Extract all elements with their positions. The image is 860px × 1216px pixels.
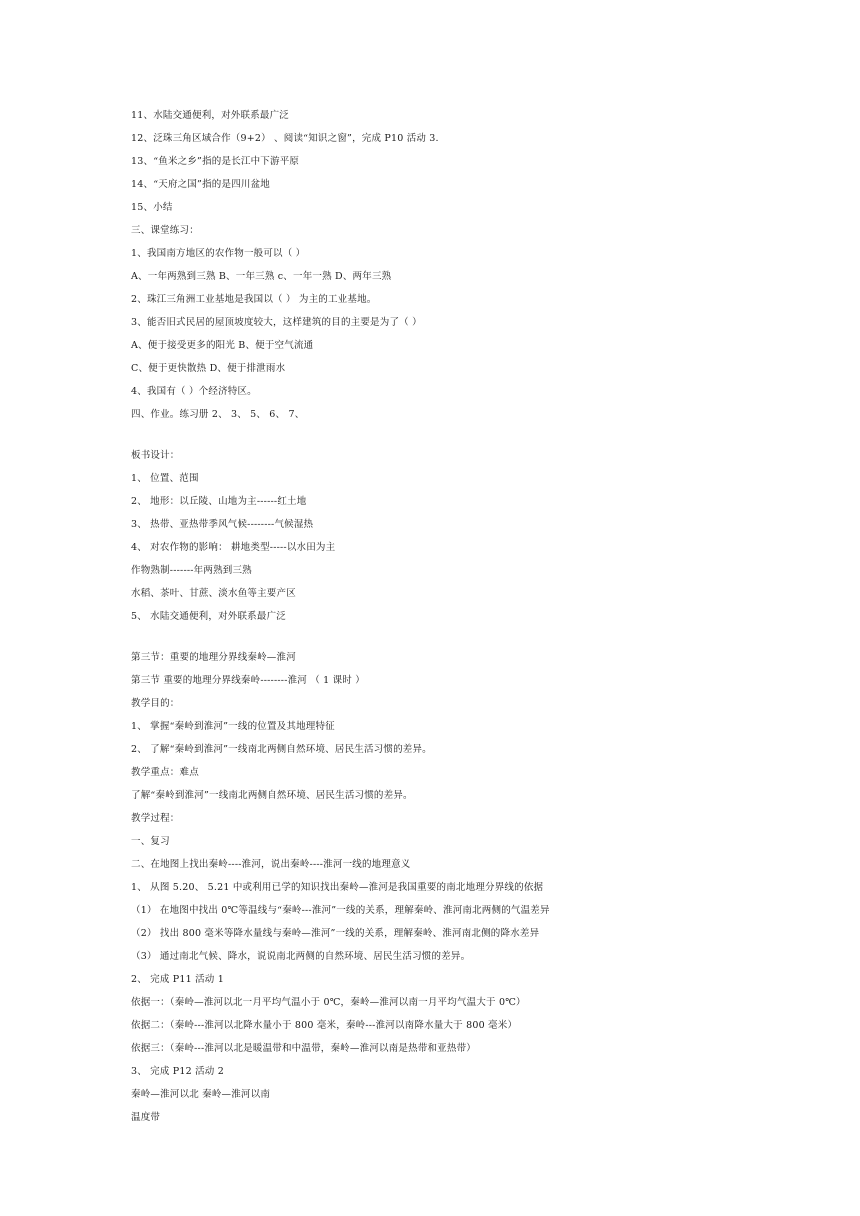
text-line: 4、 对农作物的影响： 耕地类型-----以水田为主 xyxy=(131,542,336,553)
text-line: 作物熟制-------年两熟到三熟 xyxy=(131,565,252,576)
text-line: 二、在地图上找出秦岭----淮河，说出秦岭----淮河一线的地理意义 xyxy=(131,859,411,870)
text-line: 1、 掌握“秦岭到淮河”一线的位置及其地理特征 xyxy=(131,721,335,732)
text-line: 了解“秦岭到淮河”一线南北两侧自然环境、居民生活习惯的差异。 xyxy=(131,790,413,801)
text-line: 一、复习 xyxy=(131,836,170,847)
text-line: 3、 完成 P12 活动 2 xyxy=(131,1066,224,1077)
text-line: 依据一：（秦岭—淮河以北一月平均气温小于 0℃，秦岭—淮河以南一月平均气温大于 0℃） xyxy=(131,997,526,1008)
text-line: 11、水陆交通便利，对外联系最广泛 xyxy=(131,110,289,121)
text-line: 温度带 xyxy=(131,1112,161,1123)
text-line: 13、“鱼米之乡”指的是长江中下游平原 xyxy=(131,156,300,167)
text-line: 秦岭—淮河以北 秦岭—淮河以南 xyxy=(131,1089,271,1100)
text-line: 1、 从图 5.20、 5.21 中或利用已学的知识找出秦岭—淮河是我国重要的南北地理分界线的依据 xyxy=(131,882,544,893)
text-line: A、一年两熟到三熟 B、一年三熟 c、一年一熟 D、两年三熟 xyxy=(131,271,392,282)
text-line: 2、 完成 P11 活动 1 xyxy=(131,974,224,985)
text-line: 依据二：（秦岭---淮河以北降水量小于 800 毫米，秦岭---淮河以南降水量大于 800 毫米） xyxy=(131,1020,518,1031)
text-line: 3、能否旧式民居的屋顶坡度较大，这样建筑的目的主要是为了（ ） xyxy=(131,317,422,328)
text-line: 3、 热带、亚热带季风气候--------气候湿热 xyxy=(131,519,314,530)
text-line: 12、泛珠三角区域合作（9+2） 、阅读“知识之窗”，完成 P10 活动 3. xyxy=(131,133,439,144)
text-line: 14、“天府之国”指的是四川盆地 xyxy=(131,179,271,190)
text-line: 2、 地形：以丘陵、山地为主------红土地 xyxy=(131,496,307,507)
text-line: 1、 位置、范围 xyxy=(131,473,199,484)
text-line: 1、我国南方地区的农作物一般可以（ ） xyxy=(131,248,306,259)
text-line: （1） 在地图中找出 0℃等温线与“秦岭---淮河”一线的关系，理解秦岭、淮河南北两侧的气温差异 xyxy=(131,905,550,916)
text-line: 2、 了解“秦岭到淮河”一线南北两侧自然环境、居民生活习惯的差异。 xyxy=(131,744,432,755)
text-line: A、便于接受更多的阳光 B、便于空气流通 xyxy=(131,340,314,351)
section-heading: 教学重点：难点 xyxy=(131,767,199,778)
section-title: 第三节 重要的地理分界线秦岭--------淮河 （ 1 课时 ） xyxy=(131,675,365,686)
text-line: 2、珠江三角洲工业基地是我国以（ ） 为主的工业基地。 xyxy=(131,294,377,305)
section-heading: 三、课堂练习： xyxy=(131,225,199,236)
section-heading: 四、作业。练习册 2、 3、 5、 6、 7、 xyxy=(131,409,305,420)
text-line: 4、我国有（ ）个经济特区。 xyxy=(131,386,257,397)
text-line: （3） 通过南北气候、降水，说说南北两侧的自然环境、居民生活习惯的差异。 xyxy=(131,951,471,962)
section-heading: 教学过程： xyxy=(131,813,180,824)
text-line: 依据三：（秦岭---淮河以北是暖温带和中温带，秦岭—淮河以南是热带和亚热带） xyxy=(131,1043,476,1054)
text-line: 15、小结 xyxy=(131,202,173,213)
section-heading: 板书设计： xyxy=(131,450,180,461)
text-line: C、便于更快散热 D、便于排泄雨水 xyxy=(131,363,286,374)
text-line: 5、 水陆交通便利，对外联系最广泛 xyxy=(131,611,286,622)
section-heading: 教学目的： xyxy=(131,698,180,709)
section-title: 第三节：重要的地理分界线秦岭—淮河 xyxy=(131,652,296,663)
text-line: 水稻、茶叶、甘蔗、淡水鱼等主要产区 xyxy=(131,588,296,599)
text-line: （2） 找出 800 毫米等降水量线与秦岭—淮河”一线的关系，理解秦岭、淮河南北侧的降水差异 xyxy=(131,928,540,939)
